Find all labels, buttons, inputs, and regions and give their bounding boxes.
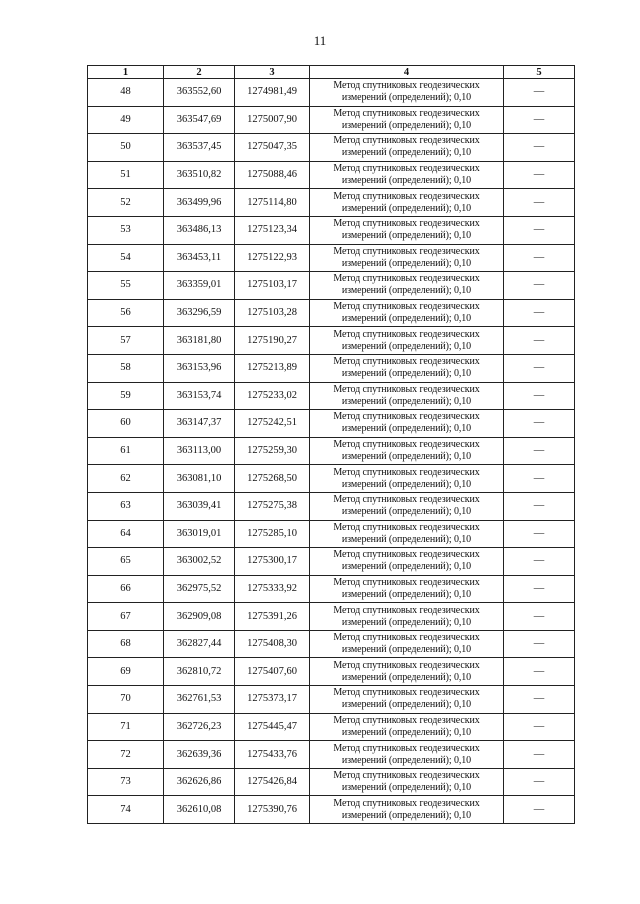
- method-line: измерений (определений); 0,10: [341, 478, 472, 490]
- method-cell: [310, 354, 504, 382]
- y-coordinate-cell: 1275426,84: [235, 768, 310, 796]
- method-cell: [310, 520, 504, 548]
- method-cell: [310, 713, 504, 741]
- y-coordinate-cell: 1275233,02: [235, 382, 310, 410]
- y-coordinate-cell: 1275407,60: [235, 658, 310, 686]
- method-line: Метод спутниковых геодезических: [333, 356, 480, 368]
- table-row: [88, 272, 575, 300]
- point-number-cell: 73: [88, 768, 164, 796]
- note-cell: —: [504, 382, 575, 410]
- y-coordinate-cell: 1275268,50: [235, 465, 310, 493]
- note-cell: —: [504, 630, 575, 658]
- y-coordinate-cell: 1275333,92: [235, 575, 310, 603]
- method-line: измерений (определений); 0,10: [341, 257, 472, 269]
- header-cell-4: 4: [310, 66, 504, 79]
- method-line: измерений (определений); 0,10: [341, 671, 472, 683]
- note-cell: —: [504, 686, 575, 714]
- method-line: Метод спутниковых геодезических: [333, 80, 480, 92]
- table-row: [88, 768, 575, 796]
- method-line: Метод спутниковых геодезических: [333, 245, 480, 257]
- header-cell-1: 1: [88, 66, 164, 79]
- x-coordinate-cell: 362975,52: [164, 575, 235, 603]
- note-cell: —: [504, 272, 575, 300]
- point-number-cell: 74: [88, 796, 164, 824]
- x-coordinate-cell: 363147,37: [164, 410, 235, 438]
- table-row: [88, 437, 575, 465]
- method-line: измерений (определений); 0,10: [341, 368, 472, 380]
- method-line: Метод спутниковых геодезических: [333, 797, 480, 809]
- x-coordinate-cell: 363537,45: [164, 134, 235, 162]
- y-coordinate-cell: 1275103,17: [235, 272, 310, 300]
- method-cell: [310, 658, 504, 686]
- method-cell: [310, 548, 504, 576]
- method-line: измерений (определений); 0,10: [341, 451, 472, 463]
- y-coordinate-cell: 1275285,10: [235, 520, 310, 548]
- table-header-row: [88, 66, 575, 79]
- y-coordinate-cell: 1274981,49: [235, 79, 310, 107]
- note-cell: —: [504, 713, 575, 741]
- method-cell: [310, 410, 504, 438]
- point-number-cell: 69: [88, 658, 164, 686]
- note-cell: —: [504, 410, 575, 438]
- x-coordinate-cell: 362909,08: [164, 603, 235, 631]
- table-row: [88, 327, 575, 355]
- note-cell: —: [504, 106, 575, 134]
- point-number-cell: 70: [88, 686, 164, 714]
- table-row: [88, 244, 575, 272]
- y-coordinate-cell: 1275047,35: [235, 134, 310, 162]
- table-row: [88, 741, 575, 769]
- point-number-cell: 63: [88, 492, 164, 520]
- note-cell: —: [504, 741, 575, 769]
- table-row: [88, 686, 575, 714]
- method-line: измерений (определений); 0,10: [341, 561, 472, 573]
- y-coordinate-cell: 1275275,38: [235, 492, 310, 520]
- point-number-cell: 48: [88, 79, 164, 107]
- method-line: Метод спутниковых геодезических: [333, 521, 480, 533]
- point-number-cell: 60: [88, 410, 164, 438]
- x-coordinate-cell: 363113,00: [164, 437, 235, 465]
- method-line: Метод спутниковых геодезических: [333, 770, 480, 782]
- method-line: измерений (определений); 0,10: [341, 699, 472, 711]
- table-row: [88, 106, 575, 134]
- point-number-cell: 50: [88, 134, 164, 162]
- method-line: измерений (определений); 0,10: [341, 754, 472, 766]
- x-coordinate-cell: 362610,08: [164, 796, 235, 824]
- point-number-cell: 62: [88, 465, 164, 493]
- x-coordinate-cell: 363019,01: [164, 520, 235, 548]
- x-coordinate-cell: 363547,69: [164, 106, 235, 134]
- method-line: измерений (определений); 0,10: [341, 395, 472, 407]
- point-number-cell: 66: [88, 575, 164, 603]
- x-coordinate-cell: 363552,60: [164, 79, 235, 107]
- note-cell: —: [504, 492, 575, 520]
- method-line: Метод спутниковых геодезических: [333, 549, 480, 561]
- point-number-cell: 57: [88, 327, 164, 355]
- point-number-cell: 71: [88, 713, 164, 741]
- table-row: [88, 796, 575, 824]
- coordinates-table: [87, 65, 575, 824]
- x-coordinate-cell: 362726,23: [164, 713, 235, 741]
- header-cell-5: 5: [504, 66, 575, 79]
- method-line: Метод спутниковых геодезических: [333, 576, 480, 588]
- note-cell: —: [504, 437, 575, 465]
- method-line: Метод спутниковых геодезических: [333, 604, 480, 616]
- table-row: [88, 713, 575, 741]
- method-cell: [310, 327, 504, 355]
- x-coordinate-cell: 363499,96: [164, 189, 235, 217]
- note-cell: —: [504, 216, 575, 244]
- y-coordinate-cell: 1275213,89: [235, 354, 310, 382]
- y-coordinate-cell: 1275408,30: [235, 630, 310, 658]
- point-number-cell: 64: [88, 520, 164, 548]
- note-cell: —: [504, 299, 575, 327]
- point-number-cell: 59: [88, 382, 164, 410]
- note-cell: —: [504, 465, 575, 493]
- method-line: измерений (определений); 0,10: [341, 340, 472, 352]
- method-line: измерений (определений); 0,10: [341, 809, 472, 821]
- method-line: измерений (определений); 0,10: [341, 230, 472, 242]
- point-number-cell: 65: [88, 548, 164, 576]
- method-line: Метод спутниковых геодезических: [333, 742, 480, 754]
- point-number-cell: 54: [88, 244, 164, 272]
- method-line: измерений (определений); 0,10: [341, 92, 472, 104]
- method-line: Метод спутниковых геодезических: [333, 273, 480, 285]
- method-line: измерений (определений); 0,10: [341, 423, 472, 435]
- y-coordinate-cell: 1275123,34: [235, 216, 310, 244]
- method-line: Метод спутниковых геодезических: [333, 466, 480, 478]
- table-row: [88, 465, 575, 493]
- x-coordinate-cell: 363359,01: [164, 272, 235, 300]
- table-row: [88, 575, 575, 603]
- method-line: Метод спутниковых геодезических: [333, 632, 480, 644]
- method-cell: [310, 437, 504, 465]
- point-number-cell: 52: [88, 189, 164, 217]
- method-line: Метод спутниковых геодезических: [333, 163, 480, 175]
- method-cell: [310, 299, 504, 327]
- table-row: [88, 382, 575, 410]
- method-line: Метод спутниковых геодезических: [333, 411, 480, 423]
- method-line: Метод спутниковых геодезических: [333, 107, 480, 119]
- method-line: измерений (определений); 0,10: [341, 285, 472, 297]
- method-line: измерений (определений); 0,10: [341, 726, 472, 738]
- x-coordinate-cell: 363153,74: [164, 382, 235, 410]
- y-coordinate-cell: 1275007,90: [235, 106, 310, 134]
- y-coordinate-cell: 1275391,26: [235, 603, 310, 631]
- method-line: измерений (определений); 0,10: [341, 616, 472, 628]
- method-cell: [310, 741, 504, 769]
- table-body: [88, 79, 575, 824]
- table-row: [88, 216, 575, 244]
- x-coordinate-cell: 362810,72: [164, 658, 235, 686]
- method-line: Метод спутниковых геодезических: [333, 301, 480, 313]
- method-cell: [310, 768, 504, 796]
- method-line: Метод спутниковых геодезических: [333, 439, 480, 451]
- table-row: [88, 161, 575, 189]
- x-coordinate-cell: 362639,36: [164, 741, 235, 769]
- method-line: Метод спутниковых геодезических: [333, 190, 480, 202]
- note-cell: —: [504, 575, 575, 603]
- method-line: Метод спутниковых геодезических: [333, 383, 480, 395]
- point-number-cell: 51: [88, 161, 164, 189]
- x-coordinate-cell: 363181,80: [164, 327, 235, 355]
- header-cell-3: 3: [235, 66, 310, 79]
- point-number-cell: 49: [88, 106, 164, 134]
- point-number-cell: 55: [88, 272, 164, 300]
- note-cell: —: [504, 134, 575, 162]
- point-number-cell: 68: [88, 630, 164, 658]
- table-row: [88, 134, 575, 162]
- method-cell: [310, 189, 504, 217]
- method-line: Метод спутниковых геодезических: [333, 218, 480, 230]
- method-line: измерений (определений); 0,10: [341, 588, 472, 600]
- y-coordinate-cell: 1275390,76: [235, 796, 310, 824]
- method-line: измерений (определений); 0,10: [341, 782, 472, 794]
- y-coordinate-cell: 1275122,93: [235, 244, 310, 272]
- x-coordinate-cell: 363486,13: [164, 216, 235, 244]
- note-cell: —: [504, 354, 575, 382]
- table-row: [88, 79, 575, 107]
- x-coordinate-cell: 362626,86: [164, 768, 235, 796]
- method-cell: [310, 796, 504, 824]
- note-cell: —: [504, 796, 575, 824]
- note-cell: —: [504, 327, 575, 355]
- method-cell: [310, 79, 504, 107]
- page-number: 11: [313, 33, 327, 48]
- table-row: [88, 492, 575, 520]
- method-cell: [310, 603, 504, 631]
- method-line: измерений (определений); 0,10: [341, 147, 472, 159]
- y-coordinate-cell: 1275242,51: [235, 410, 310, 438]
- method-cell: [310, 106, 504, 134]
- method-line: измерений (определений); 0,10: [341, 313, 472, 325]
- method-cell: [310, 686, 504, 714]
- method-cell: [310, 630, 504, 658]
- method-line: измерений (определений); 0,10: [341, 119, 472, 131]
- method-line: измерений (определений); 0,10: [341, 506, 472, 518]
- table-row: [88, 354, 575, 382]
- x-coordinate-cell: 363153,96: [164, 354, 235, 382]
- note-cell: —: [504, 603, 575, 631]
- y-coordinate-cell: 1275114,80: [235, 189, 310, 217]
- x-coordinate-cell: 362827,44: [164, 630, 235, 658]
- point-number-cell: 72: [88, 741, 164, 769]
- method-line: Метод спутниковых геодезических: [333, 494, 480, 506]
- y-coordinate-cell: 1275300,17: [235, 548, 310, 576]
- method-line: Метод спутниковых геодезических: [333, 328, 480, 340]
- point-number-cell: 58: [88, 354, 164, 382]
- x-coordinate-cell: 363453,11: [164, 244, 235, 272]
- note-cell: —: [504, 768, 575, 796]
- method-line: Метод спутниковых геодезических: [333, 714, 480, 726]
- y-coordinate-cell: 1275445,47: [235, 713, 310, 741]
- table-row: [88, 189, 575, 217]
- table-row: [88, 603, 575, 631]
- method-cell: [310, 134, 504, 162]
- point-number-cell: 67: [88, 603, 164, 631]
- header-cell-2: 2: [164, 66, 235, 79]
- table-row: [88, 658, 575, 686]
- method-line: измерений (определений); 0,10: [341, 175, 472, 187]
- method-cell: [310, 575, 504, 603]
- method-line: измерений (определений); 0,10: [341, 202, 472, 214]
- method-cell: [310, 272, 504, 300]
- method-cell: [310, 244, 504, 272]
- method-line: Метод спутниковых геодезических: [333, 135, 480, 147]
- table-row: [88, 299, 575, 327]
- table-row: [88, 548, 575, 576]
- y-coordinate-cell: 1275088,46: [235, 161, 310, 189]
- method-line: Метод спутниковых геодезических: [333, 687, 480, 699]
- method-line: измерений (определений); 0,10: [341, 644, 472, 656]
- y-coordinate-cell: 1275433,76: [235, 741, 310, 769]
- y-coordinate-cell: 1275103,28: [235, 299, 310, 327]
- note-cell: —: [504, 548, 575, 576]
- note-cell: —: [504, 161, 575, 189]
- x-coordinate-cell: 363510,82: [164, 161, 235, 189]
- method-line: Метод спутниковых геодезических: [333, 659, 480, 671]
- note-cell: —: [504, 79, 575, 107]
- method-cell: [310, 161, 504, 189]
- method-line: измерений (определений); 0,10: [341, 533, 472, 545]
- table-row: [88, 410, 575, 438]
- table-row: [88, 520, 575, 548]
- x-coordinate-cell: 363002,52: [164, 548, 235, 576]
- point-number-cell: 53: [88, 216, 164, 244]
- x-coordinate-cell: 363039,41: [164, 492, 235, 520]
- note-cell: —: [504, 520, 575, 548]
- note-cell: —: [504, 189, 575, 217]
- note-cell: —: [504, 244, 575, 272]
- x-coordinate-cell: 362761,53: [164, 686, 235, 714]
- note-cell: —: [504, 658, 575, 686]
- x-coordinate-cell: 363081,10: [164, 465, 235, 493]
- x-coordinate-cell: 363296,59: [164, 299, 235, 327]
- point-number-cell: 61: [88, 437, 164, 465]
- y-coordinate-cell: 1275259,30: [235, 437, 310, 465]
- method-cell: [310, 492, 504, 520]
- y-coordinate-cell: 1275373,17: [235, 686, 310, 714]
- point-number-cell: 56: [88, 299, 164, 327]
- y-coordinate-cell: 1275190,27: [235, 327, 310, 355]
- method-cell: [310, 465, 504, 493]
- method-cell: [310, 382, 504, 410]
- table-row: [88, 630, 575, 658]
- method-cell: [310, 216, 504, 244]
